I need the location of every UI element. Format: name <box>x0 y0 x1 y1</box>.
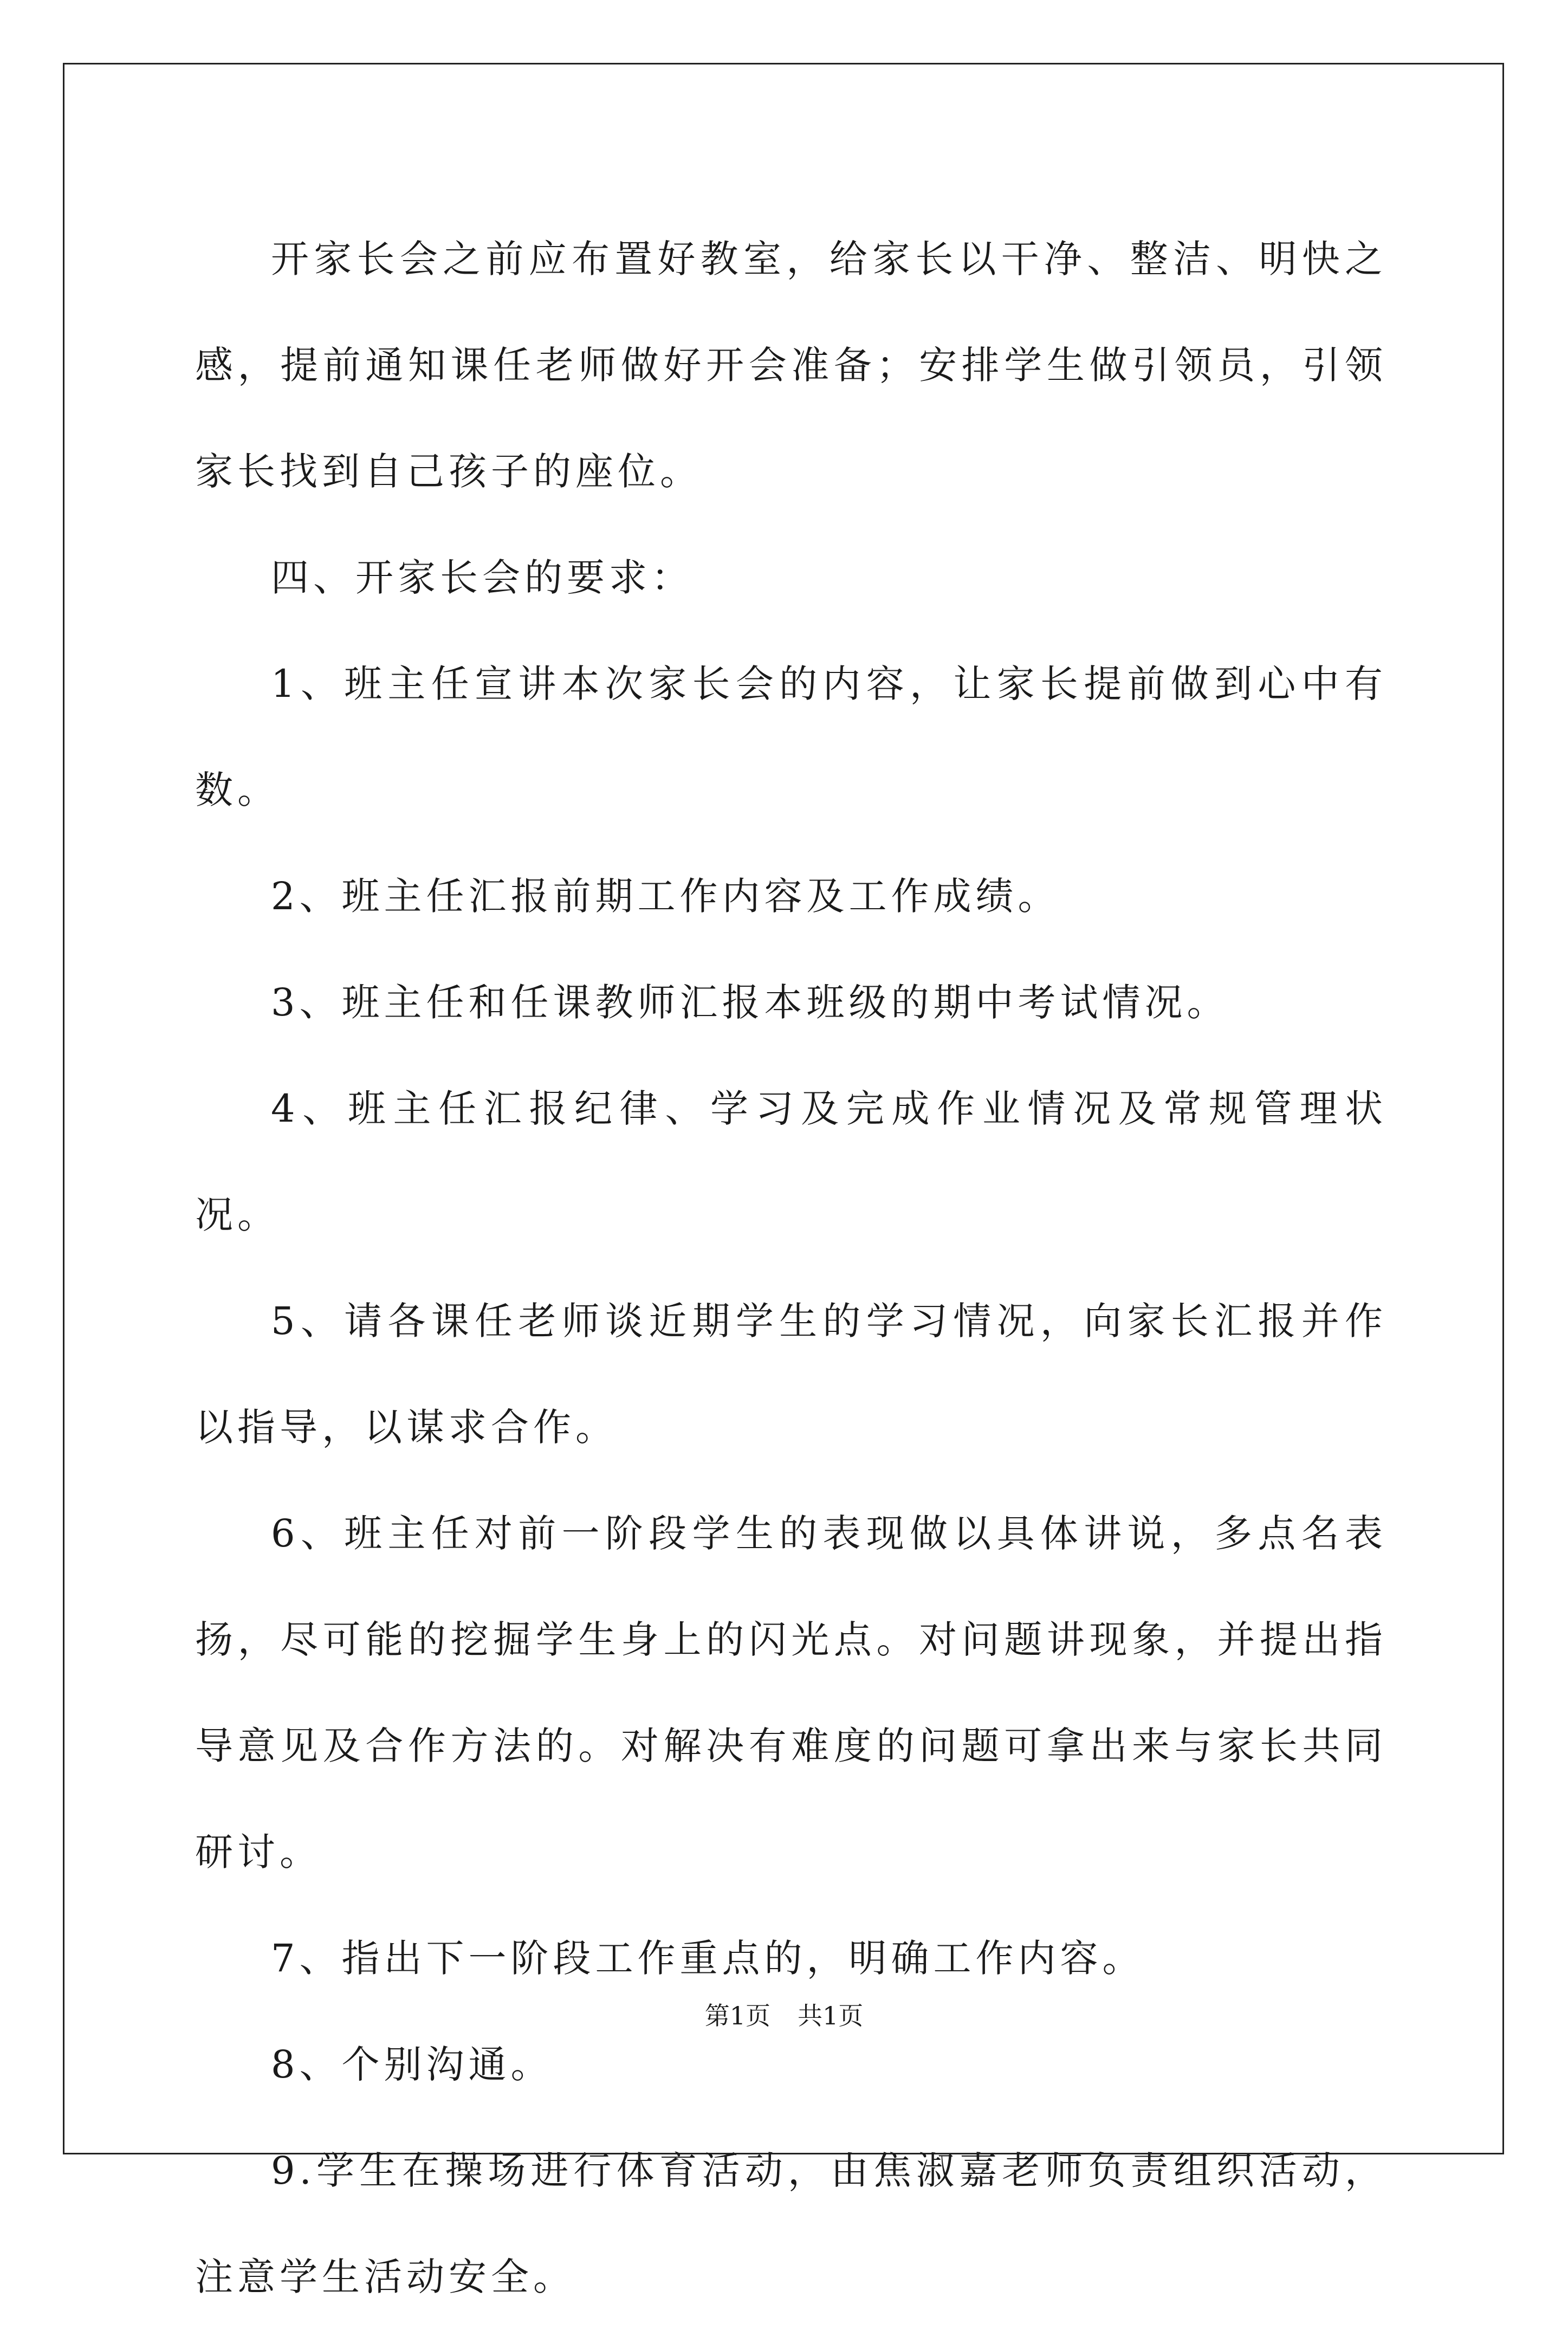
list-item: 6、班主任对前一阶段学生的表现做以具体讲说，多点名表扬，尽可能的挖掘学生身上的闪光点。对问题讲现象，并提出指导意见及合作方法的。对解决有难度的问题可拿出来与家长共同研讨。 <box>195 1511 1387 1874</box>
section-heading-requirements: 四、开家长会的要求： <box>271 555 694 600</box>
page-footer <box>0 1999 1568 2032</box>
list-item: 2、班主任汇报前期工作内容及工作成绩。 <box>271 874 1060 918</box>
list-item: 8、个别沟通。 <box>271 2042 553 2087</box>
list-item: 4、班主任汇报纪律、学习及完成作业情况及常规管理状况。 <box>195 1086 1387 1237</box>
list-item: 9.学生在操场进行体育活动，由焦淑嘉老师负责组织活动，注意学生活动安全。 <box>195 2148 1387 2299</box>
page-total: 共1页 <box>798 2001 864 2030</box>
paragraph-intro: 开家长会之前应布置好教室，给家长以干净、整洁、明快之感，提前通知课任老师做好开会准备；安排学生做引领员，引领家长找到自己孩子的座位。 <box>195 237 1387 494</box>
list-item: 7、指出下一阶段工作重点的，明确工作内容。 <box>271 1936 1145 1980</box>
list-item: 1、班主任宣讲本次家长会的内容，让家长提前做到心中有数。 <box>195 662 1387 812</box>
page-number: 第1页 <box>704 2001 770 2030</box>
list-item: 5、请各课任老师谈近期学生的学习情况，向家长汇报并作以指导，以谋求合作。 <box>195 1299 1387 1449</box>
list-item: 3、班主任和任课教师汇报本班级的期中考试情况。 <box>271 980 1229 1025</box>
